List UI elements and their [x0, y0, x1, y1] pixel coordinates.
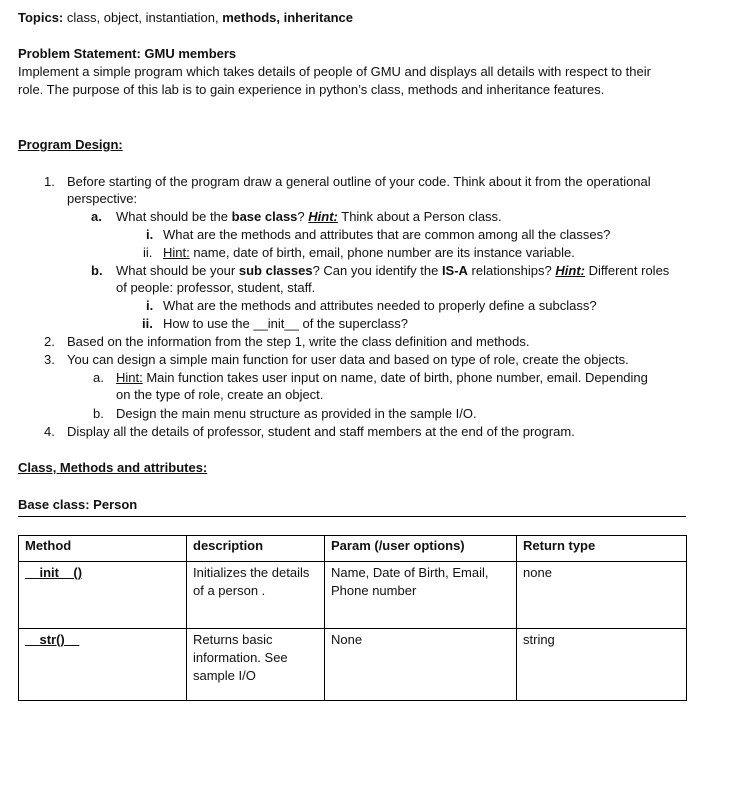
item-3a-line-2: on the type of role, create an object.: [116, 387, 324, 402]
problem-title: Problem Statement: GMU members: [18, 46, 237, 61]
item-1aii-text: Hint: name, date of birth, email, phone number are its instance variable.: [163, 245, 575, 260]
item-2-num: 2.: [44, 334, 55, 349]
item-1b-text: What should be your sub classes? Can you identify the IS-A relationships? Hint: Different roles: [116, 263, 670, 278]
item-3a-num: a.: [93, 370, 104, 385]
topics-line: [18, 9, 353, 27]
item-1b-num: b.: [91, 263, 103, 278]
base-class-label: Base class: Person: [18, 497, 138, 512]
topics-bold: methods, inheritance: [218, 10, 353, 25]
item-1a-num: a.: [91, 209, 102, 224]
item-2-text: Based on the information from the step 1, write the class definition and methods.: [67, 334, 530, 349]
base-class-rule: [18, 516, 686, 517]
return-type-cell: string: [517, 629, 687, 701]
header-return-type: Return type: [517, 536, 687, 562]
item-3-num: 3.: [44, 352, 55, 367]
item-1bi-text: What are the methods and attributes needed to properly define a subclass?: [163, 298, 597, 313]
topics-plain: class, object, instantiation,: [63, 10, 219, 25]
methods-table: [18, 535, 687, 701]
item-1a-text: What should be the base class? Hint: Think about a Person class.: [116, 209, 502, 224]
problem-line-1: Implement a simple program which takes details of people of GMU and displays all details with respect to their: [18, 64, 651, 79]
table-row: [19, 562, 687, 629]
method-cell: __str()__: [19, 629, 187, 701]
item-1-num: 1.: [44, 174, 55, 189]
item-1ai-text: What are the methods and attributes that are common among all the classes?: [163, 227, 611, 242]
class-methods-heading: Class, Methods and attributes:: [18, 460, 208, 475]
item-1bii-text: How to use the __init__ of the superclass?: [163, 316, 408, 331]
param-cell: Name, Date of Birth, Email, Phone number: [325, 562, 517, 629]
problem-line-2: role. The purpose of this lab is to gain experience in python’s class, methods and inheritance features.: [18, 82, 605, 97]
header-param: Param (/user options): [325, 536, 517, 562]
item-1b-line-2: of people: professor, student, staff.: [116, 280, 316, 295]
return-type-cell: none: [517, 562, 687, 629]
item-1bi-num: i.: [146, 298, 154, 313]
item-3b-text: Design the main menu structure as provided in the sample I/O.: [116, 406, 477, 421]
table-header-row: [19, 536, 687, 562]
item-3-text: You can design a simple main function for user data and based on type of role, create the objects.: [67, 352, 629, 367]
item-3b-num: b.: [93, 406, 104, 421]
item-1-line-1: Before starting of the program draw a general outline of your code. Think about it from the operational: [67, 174, 651, 189]
item-1-line-2: perspective:: [67, 191, 138, 206]
description-cell: Initializes the details of a person .: [187, 562, 325, 629]
method-cell: __init__(): [19, 562, 187, 629]
param-cell: None: [325, 629, 517, 701]
description-cell: Returns basic information. See sample I/O: [187, 629, 325, 701]
header-method: Method: [19, 536, 187, 562]
item-1aii-num: ii.: [143, 245, 153, 260]
item-1bii-num: ii.: [142, 316, 153, 331]
topics-label: Topics:: [18, 10, 64, 25]
item-4-num: 4.: [44, 424, 55, 439]
item-4-text: Display all the details of professor, student and staff members at the end of the program.: [67, 424, 575, 439]
item-3a-text: Hint: Main function takes user input on name, date of birth, phone number, email. Depending: [116, 370, 648, 385]
header-description: description: [187, 536, 325, 562]
table-row: [19, 629, 687, 701]
item-1ai-num: i.: [146, 227, 154, 242]
program-design-heading: Program Design:: [18, 137, 123, 152]
